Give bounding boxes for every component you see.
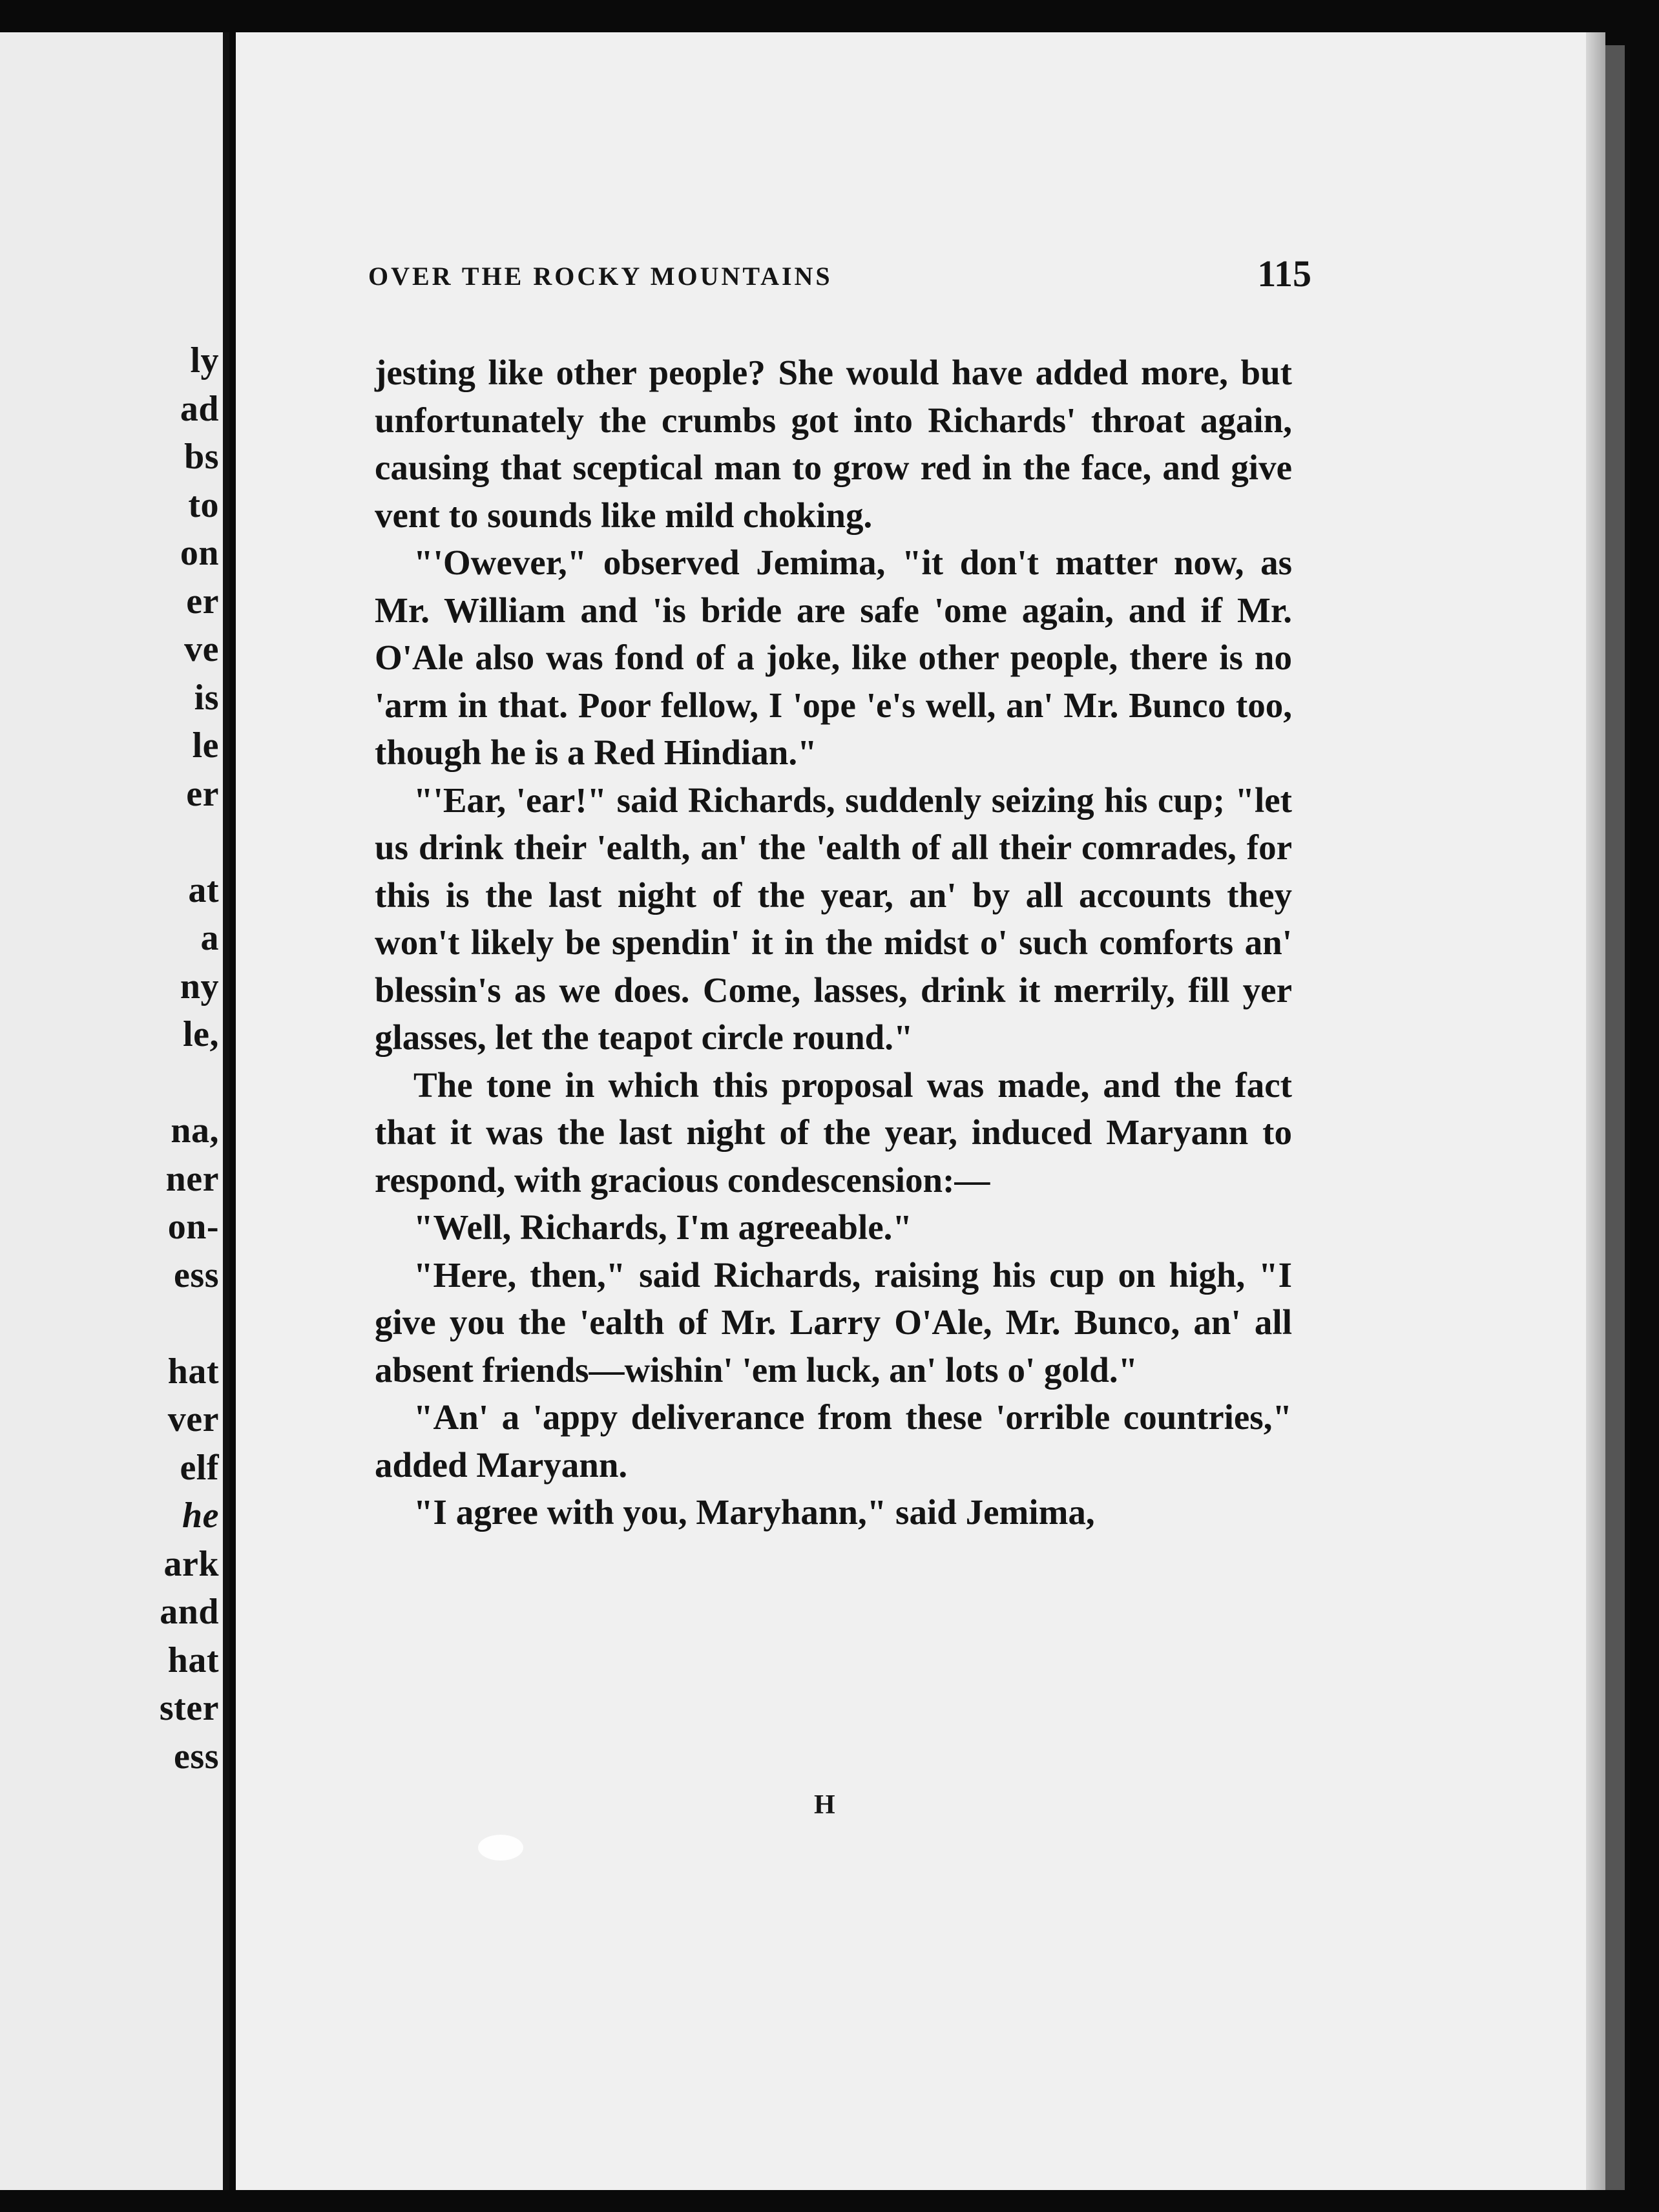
left-page-line: elf: [180, 1447, 219, 1488]
paragraph: "Here, then," said Richards, raising his cup on high, "I give you the 'ealth of Mr. Larry O'Ale, Mr. Bunco, an' all absent friends—wishin' 'em luck, an' lots o' gold.": [375, 1255, 1292, 1390]
paper-speck: [478, 1835, 523, 1861]
left-page-line: ster: [159, 1688, 219, 1728]
left-page-line: ner: [165, 1158, 219, 1199]
left-page-line: ny: [180, 966, 219, 1007]
paragraph: jesting like other people? She would have added more, but unfortunately the crumbs got into Richards' throat again, causing that sceptical man to grow red in the face, and give vent to sounds like mild choking.: [375, 353, 1292, 535]
paragraph: "An' a 'appy deliverance from these 'orrible countries," added Maryann.: [375, 1397, 1292, 1485]
page-edge-shadow: [1586, 32, 1605, 2190]
left-page-line: hat: [167, 1640, 219, 1680]
body-text: [375, 349, 1292, 1536]
left-page-line: er: [186, 773, 219, 814]
left-page-line: ad: [180, 388, 219, 429]
signature-mark: H: [814, 1790, 835, 1820]
left-page-line: le: [192, 725, 219, 766]
left-page-line: ver: [167, 1399, 219, 1439]
page-edge-strip: [1605, 45, 1625, 2190]
left-page-line: is: [194, 677, 219, 718]
left-page-line: ess: [174, 1255, 219, 1295]
paragraph: "Well, Richards, I'm agreeable.": [413, 1207, 912, 1247]
left-page-line: ly: [190, 340, 219, 381]
left-page-line: ess: [174, 1736, 219, 1777]
page-number: 115: [1257, 253, 1311, 295]
paragraph: "'Owever," observed Jemima, "it don't matter now, as Mr. William and 'is bride are safe 'ome again, and if Mr. O'Ale also was fond of a joke, like other people, there is no 'arm in that. Poor fellow, I 'ope 'e's well, an' Mr. Bunco too, though he is a Red Hindian.": [375, 543, 1292, 772]
left-page-line: ark: [163, 1543, 219, 1584]
left-page-line: on: [180, 533, 219, 573]
left-page-line: he: [182, 1496, 219, 1536]
left-page-line: on-: [167, 1207, 219, 1247]
left-page-line: na,: [171, 1111, 219, 1151]
left-page-line: le,: [183, 1014, 219, 1054]
left-page-line: er: [186, 581, 219, 621]
running-head: OVER THE ROCKY MOUNTAINS: [368, 262, 833, 291]
paragraph: The tone in which this proposal was made, and the fact that it was the last night of the year, induced Maryann to respond, with gracious condescension:—: [375, 1065, 1292, 1200]
left-page-line: a: [200, 918, 219, 958]
page-header: [368, 252, 1311, 297]
paragraph: "I agree with you, Maryhann," said Jemima,: [413, 1492, 1095, 1532]
left-page-line: at: [188, 870, 219, 910]
left-facing-page: [0, 32, 229, 2190]
left-page-line: bs: [184, 437, 219, 477]
left-page-line: ve: [184, 629, 219, 669]
left-page-line: and: [160, 1592, 219, 1632]
paragraph: "'Ear, 'ear!" said Richards, suddenly seizing his cup; "let us drink their 'ealth, an' the 'ealth of all their comrades, for this is the last night of the year, an' by all accounts they won't likely be spendin' it in the midst o' such comforts an' blessin's as we does. Come, lasses, drink it merrily, fill yer glasses, let the teapot circle round.": [375, 780, 1292, 1057]
left-page-line: to: [188, 485, 219, 525]
left-page-line: hat: [167, 1351, 219, 1392]
